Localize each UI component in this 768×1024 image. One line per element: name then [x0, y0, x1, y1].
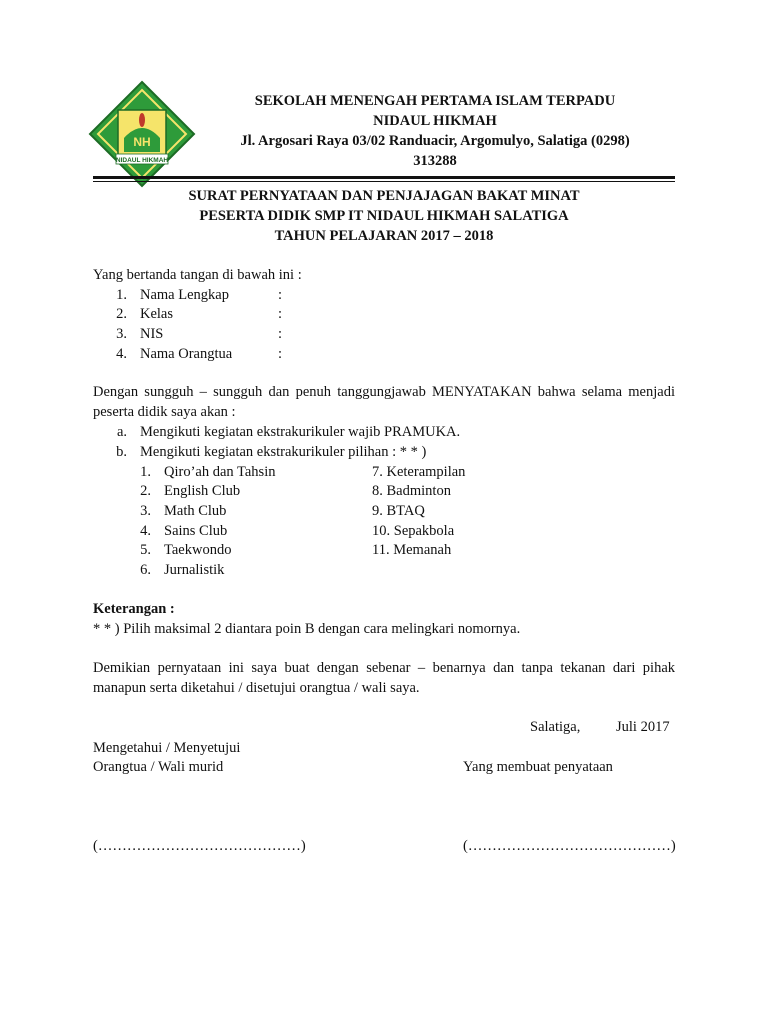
note-heading: Keterangan :	[93, 601, 175, 617]
point-b-text: Mengikuti kegiatan ekstrakurikuler pilihan : * * )	[140, 444, 427, 460]
point-letter: b.	[116, 444, 127, 460]
field-colon: :	[278, 326, 283, 342]
letterhead-rule-thick	[93, 176, 675, 179]
right-signature-blank: (……………………………………)	[463, 838, 676, 854]
right-sign-role: Yang membuat penyataan	[463, 759, 613, 775]
left-signature-blank: (……………………………………)	[93, 838, 306, 854]
title-line3: TAHUN PELAJARAN 2017 – 2018	[274, 228, 494, 244]
option-qiroah: Qiro’ah dan Tahsin	[164, 464, 276, 480]
point-letter: a.	[116, 424, 127, 440]
field-colon: :	[278, 346, 283, 362]
svg-text:NH: NH	[133, 135, 151, 149]
field-number: 1.	[116, 287, 127, 303]
field-colon: :	[278, 287, 283, 303]
signing-place: Salatiga,	[530, 719, 581, 735]
option-math-club: Math Club	[164, 503, 227, 519]
school-logo	[88, 80, 196, 188]
field-number: 2.	[116, 306, 127, 322]
title-line1: SURAT PERNYATAAN DAN PENJAJAGAN BAKAT MINAT	[188, 188, 580, 204]
option-number: 4.	[140, 523, 151, 539]
signing-date: Juli 2017	[616, 719, 670, 735]
option-number: 2.	[140, 483, 151, 499]
option-number: 5.	[140, 542, 151, 558]
option-number: 6.	[140, 562, 151, 578]
option-taekwondo: Taekwondo	[164, 542, 232, 558]
left-sign-caption: Mengetahui / Menyetujui	[93, 740, 241, 756]
field-label-nama-lengkap: Nama Lengkap	[140, 287, 229, 303]
field-number: 3.	[116, 326, 127, 342]
statement-paragraph: Dengan sungguh – sungguh dan penuh tanggungjawab MENYATAKAN bahwa selama menjadi peserta didik saya akan :	[93, 384, 675, 420]
option-sains-club: Sains Club	[164, 523, 228, 539]
left-sign-role: Orangtua / Wali murid	[93, 759, 224, 775]
field-colon: :	[278, 306, 283, 322]
intro-text: Yang bertanda tangan di bawah ini :	[93, 267, 302, 283]
option-memanah: 11. Memanah	[372, 542, 452, 558]
field-number: 4.	[116, 346, 127, 362]
option-btaq: 9. BTAQ	[372, 503, 425, 519]
point-a-text: Mengikuti kegiatan ekstrakurikuler wajib PRAMUKA.	[140, 424, 461, 440]
option-keterampilan: 7. Keterampilan	[372, 464, 466, 480]
letterhead-rule-thin	[93, 181, 675, 182]
school-address-line2: 313288	[413, 153, 457, 169]
option-sepakbola: 10. Sepakbola	[372, 523, 455, 539]
document-title	[93, 186, 675, 246]
field-label-kelas: Kelas	[140, 306, 174, 322]
field-label-nis: NIS	[140, 326, 164, 342]
closing-paragraph: Demikian pernyataan ini saya buat dengan sebenar – benarnya dan tanpa tekanan dari pihak manapun serta diketahui / disetujui orangtua / wali saya.	[93, 660, 675, 696]
option-number: 1.	[140, 464, 151, 480]
school-address-line1: Jl. Argosari Raya 03/02 Randuacir, Argomulyo, Salatiga (0298)	[240, 133, 630, 149]
option-jurnalistik: Jurnalistik	[164, 562, 225, 578]
title-line2: PESERTA DIDIK SMP IT NIDAUL HIKMAH SALATIGA	[199, 208, 569, 224]
school-name-line1: SEKOLAH MENENGAH PERTAMA ISLAM TERPADU	[254, 93, 616, 109]
svg-text:NIDAUL HIKMAH: NIDAUL HIKMAH	[115, 157, 169, 164]
option-badminton: 8. Badminton	[372, 483, 451, 499]
field-label-nama-orangtua: Nama Orangtua	[140, 346, 233, 362]
note-text: * * ) Pilih maksimal 2 diantara poin B dengan cara melingkari nomornya.	[93, 621, 521, 637]
option-number: 3.	[140, 503, 151, 519]
option-english-club: English Club	[164, 483, 241, 499]
letterhead	[200, 91, 670, 171]
school-name-line2: NIDAUL HIKMAH	[373, 113, 497, 129]
